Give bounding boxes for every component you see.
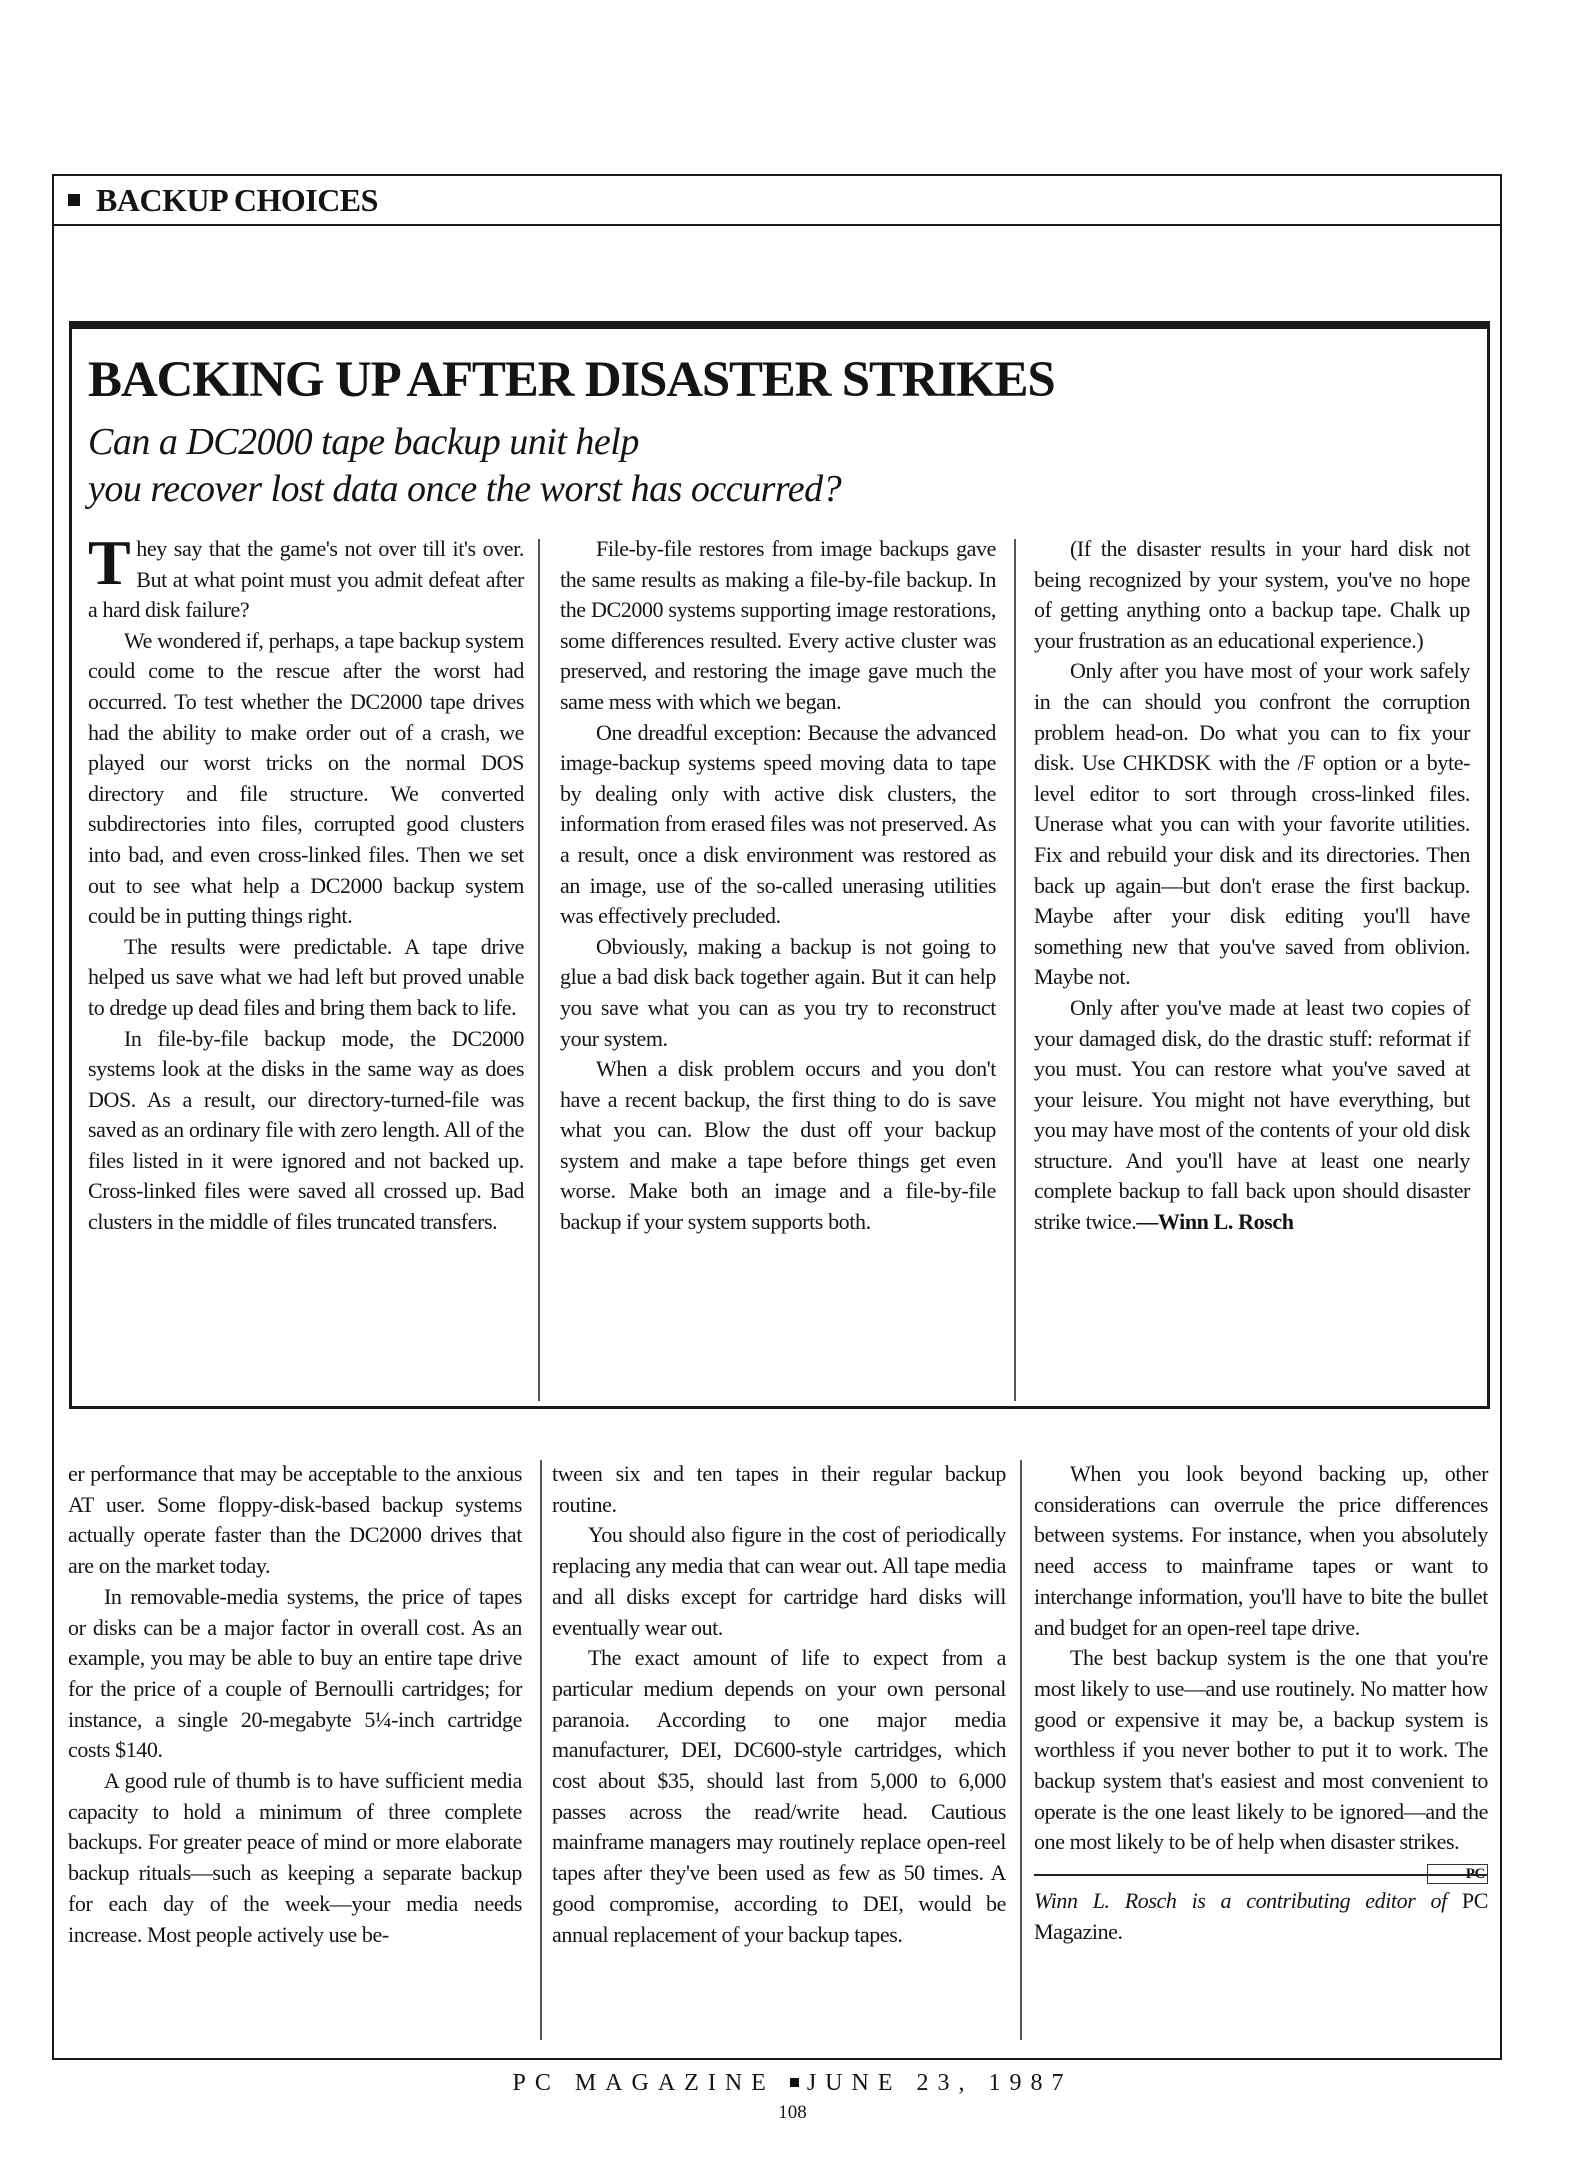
- magazine-name: PC MAGAZINE: [512, 2070, 775, 2096]
- author-note: Winn L. Rosch is a contributing editor of PC Magazine.: [1034, 1888, 1489, 1944]
- paragraph: In file-by-file backup mode, the DC2000 systems look at the disks in the same way as does DOS. As a result, our directory-turned-file was saved as an ordinary file with zero length. All of the files listed in it were ignored and not backed up. Cross-linked files were saved all crossed up. Bad clusters in the middle of files truncated transfers.: [88, 1025, 524, 1235]
- issue-date: JUNE 23, 1987: [806, 2070, 1073, 2096]
- sidebar-title: BACKING UP AFTER DISASTER STRIKES: [88, 352, 1055, 408]
- subtitle-line-2: you recover lost data once the worst has occurred?: [88, 468, 842, 510]
- page-footer: [0, 2070, 1585, 2097]
- main-column-2: [552, 1459, 1006, 1950]
- bullet-icon: [790, 2078, 799, 2087]
- paragraph: They say that the game's not over till it's over. But at what point must you admit defeat after a hard disk failure?: [88, 527, 524, 623]
- author-divider: [1034, 1874, 1488, 1876]
- page-number: 108: [778, 2102, 807, 2123]
- column-divider: [1020, 1460, 1022, 2040]
- publication-name: PC Magazine.: [1034, 1888, 1489, 1944]
- column-divider: [1014, 539, 1016, 1401]
- paragraph: You should also figure in the cost of periodically replacing any media that can wear out. All tape media and all disks except for cartridge hard disks will eventually wear out.: [552, 1522, 1006, 1640]
- sidebar-column-2: [560, 534, 996, 1238]
- subtitle-line-1: Can a DC2000 tape backup unit help: [88, 421, 639, 463]
- section-header: [54, 176, 1500, 226]
- sidebar-box: [69, 321, 1490, 1409]
- column-divider: [538, 539, 540, 1401]
- main-column-1: [68, 1459, 522, 1950]
- paragraph: The exact amount of life to expect from a particular medium depends on your own personal paranoia. According to one major media manufacturer, DEI, DC600-style cartridges, which cost about $35, should last from 5,000 to 6,000 passes across the read/write head. Cautious mainframe managers may routinely replace open-reel tapes after they've been used as few as 50 times. A good compromise, according to DEI, would be annual replacement of your backup tapes.: [552, 1645, 1006, 1947]
- paragraph: We wondered if, perhaps, a tape backup system could come to the rescue after the worst had occurred. To test whether the DC2000 tape drives had the ability to make order out of a crash, we played our worst tricks on the normal DOS directory and file structure. We converted subdirectories into files, corrupted good clusters into bad, and even cross-linked files. Then we set out to see what help a DC2000 backup system could be in putting things right.: [88, 627, 524, 929]
- paragraph: The results were predictable. A tape drive helped us save what we had left but proved unable to dredge up dead files and bring them back to life.: [88, 933, 524, 1020]
- bullet-icon: [68, 194, 80, 206]
- sidebar-column-1: [88, 527, 524, 1238]
- pc-end-mark-icon: PC: [1427, 1864, 1488, 1884]
- sidebar-subtitle: [88, 419, 1188, 513]
- paragraph: File-by-file restores from image backups gave the same results as making a file-by-file backup. In the DC2000 systems supporting image restorations, some differences resulted. Every active cluster was preserved, and restoring the image gave much the same mess with which we began.: [560, 536, 996, 714]
- main-column-3: [1034, 1459, 1488, 1948]
- paragraph: One dreadful exception: Because the advanced image-backup systems speed moving data to tape by dealing only with active disk clusters, the information from erased files was not preserved. As a result, once a disk environment was restored as an image, use of the so-called unerasing utilities was effectively precluded.: [560, 719, 996, 929]
- paragraph: When a disk problem occurs and you don't have a recent backup, the first thing to do is save what you can. Blow the dust off your backup system and make a tape before things get even worse. Make both an image and a file-by-file backup if your system supports both.: [560, 1056, 996, 1235]
- sidebar-column-3: [1034, 534, 1470, 1238]
- column-divider: [540, 1460, 542, 2040]
- paragraph: Obviously, making a backup is not going to glue a bad disk back together again. But it can help you save what you can as you try to reconstruct your system.: [560, 933, 996, 1051]
- paragraph: A good rule of thumb is to have sufficient media capacity to hold a minimum of three complete backups. For greater peace of mind or more elaborate backup rituals—such as keeping a separate backup for each day of the week—your media needs increase. Most people actively use be-: [68, 1768, 522, 1947]
- paragraph: The best backup system is the one that you're most likely to use—and use routinely. No matter how good or expensive it may be, a backup system is worthless if you never bother to put it to work. The backup system that's easiest and most convenient to operate is the one least likely to be ignored—and the one most likely to be of help when disaster strikes. PC: [1034, 1645, 1488, 1883]
- drop-cap: T: [88, 527, 131, 598]
- byline: —Winn L. Rosch: [1136, 1209, 1294, 1235]
- paragraph: When you look beyond backing up, other considerations can overrule the price differences between systems. For instance, when you absolutely need access to mainframe tapes or want to interchange information, you'll have to bite the bullet and budget for an open-reel tape drive.: [1034, 1461, 1488, 1640]
- paragraph: tween six and ten tapes in their regular backup routine.: [552, 1461, 1006, 1517]
- paragraph: Only after you have most of your work safely in the can should you confront the corruption problem head-on. Do what you can to fix your disk. Use CHKDSK with the /F option or a byte-level editor to sort through cross-linked files. Unerase what you can with your favorite utilities. Fix and rebuild your disk and its directories. Then back up again—but don't erase the first backup. Maybe after your disk editing you'll have something new that you've saved from oblivion. Maybe not.: [1034, 658, 1470, 990]
- paragraph: er performance that may be acceptable to the anxious AT user. Some floppy-disk-based backup systems actually operate faster than the DC2000 drives that are on the market today.: [68, 1461, 522, 1579]
- paragraph: In removable-media systems, the price of tapes or disks can be a major factor in overall cost. As an example, you may be able to buy an entire tape drive for the price of a couple of Bernoulli cartridges; for instance, a single 20-megabyte 5¼-inch cartridge costs $140.: [68, 1583, 522, 1763]
- paragraph: (If the disaster results in your hard disk not being recognized by your system, you've no hope of getting anything onto a backup tape. Chalk up your frustration as an educational experience.): [1034, 536, 1470, 653]
- paragraph: Only after you've made at least two copies of your damaged disk, do the drastic stuff: reformat if you must. You can restore what you've saved at your leisure. You might not have everything, but you may have most of the contents of your old disk structure. And you'll have at least one nearly complete backup to fall back upon should disaster strike twice.—Winn L. Rosch: [1034, 994, 1470, 1235]
- section-label: BACKUP CHOICES: [96, 181, 378, 218]
